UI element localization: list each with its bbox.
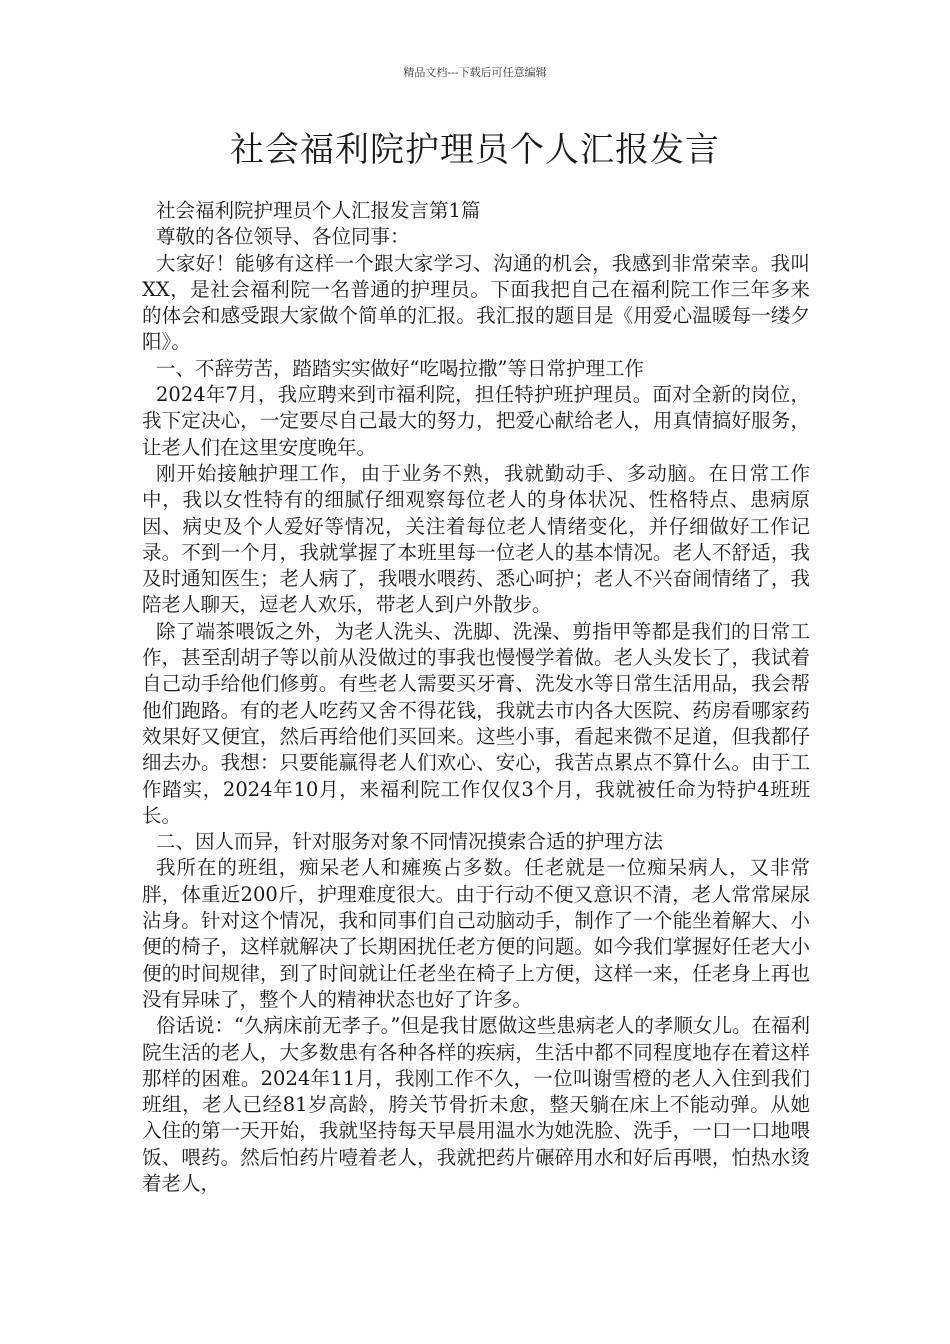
paragraph: 除了端茶喂饭之外，为老人洗头、洗脚、洗澡、剪指甲等都是我们的日常工作，甚至刮胡子等以前从没做过的事我也慢慢学着做。老人头发长了，我试着自己动手给他们修剪。有些老人需要买牙膏、洗发水等日常生活用品，我会帮他们跑路。有的老人吃药又舍不得花钱，我就去市内各大医院、药房看哪家药效果好又便宜，然后再给他们买回来。这些小事，看起来微不足道，但我都仔细去办。我想：只要能赢得老人们欢心、安心，我苦点累点不算什么。由于工作踏实，2024年10月，来福利院工作仅仅3个月，我就被任命为特护4班班长。: [142, 619, 810, 827]
paragraph: 我所在的班组，痴呆老人和瘫痪占多数。任老就是一位痴呆病人，又非常胖，体重近200斤，护理难度很大。由于行动不便又意识不清，老人常常屎尿沾身。针对这个情况，我和同事们自己动脑动手，制作了一个能坐着解大、小便的椅子，这样就解决了长期困扰任老方便的问题。如今我们掌握好任老大小便的时间规律，到了时间就让任老坐在椅子上方便，这样一来，任老身上再也没有异味了，整个人的精神状态也好了许多。: [142, 856, 810, 1011]
paragraph: 刚开始接触护理工作，由于业务不熟，我就勤动手、多动脑。在日常工作中，我以女性特有的细腻仔细观察每位老人的身体状况、性格特点、患病原因、病史及个人爱好等情况，关注着每位老人情绪变化，并仔细做好工作记录。不到一个月，我就掌握了本班里每一位老人的基本情况。老人不舒适，我及时通知医生；老人病了，我喂水喂药、悉心呵护；老人不兴奋闹情绪了，我陪老人聊天，逗老人欢乐，带老人到户外散步。: [142, 461, 810, 617]
salutation: 尊敬的各位领导、各位同事：: [156, 225, 410, 249]
section-heading: 社会福利院护理员个人汇报发言第1篇: [156, 199, 481, 222]
header-note: 精品文档---下载后可任意编辑: [403, 66, 547, 79]
section-heading: 一、不辞劳苦，踏踏实实做好“吃喝拉撒”等日常护理工作: [156, 356, 644, 380]
paragraph: 大家好！能够有这样一个跟大家学习、沟通的机会，我感到非常荣幸。我叫XX，是社会福利院一名普通的护理员。下面我把自己在福利院工作三年多来的体会和感受跟大家做个简单的汇报。我汇报的题目是《用爱心温暖每一缕夕阳》。: [142, 251, 810, 354]
document-body: [142, 198, 810, 1197]
paragraph: 俗话说：“久病床前无孝子。”但是我甘愿做这些患病老人的孝顺女儿。在福利院生活的老人，大多数患有各种各样的疾病，生活中都不同程度地存在着这样那样的困难。2024年11月，我刚工作不久，一位叫谢雪橙的老人入住到我们班组，老人已经81岁高龄，胯关节骨折未愈，整天躺在床上不能动弹。从她入住的第一天开始，我就坚持每天早晨用温水为她洗脸、洗手，一口一口地喂饭、喂药。然后怕药片噎着老人，我就把药片碾碎用水和好后再喂，怕热水烫着老人，: [142, 1014, 810, 1195]
paragraph: 2024年7月，我应聘来到市福利院，担任特护班护理员。面对全新的岗位，我下定决心，一定要尽自己最大的努力，把爱心献给老人，用真情搞好服务，让老人们在这里安度晚年。: [142, 383, 810, 459]
section-heading: 二、因人而异，针对服务对象不同情况摸索合适的护理方法: [156, 830, 664, 854]
document-title: 社会福利院护理员个人汇报发言: [230, 130, 720, 170]
